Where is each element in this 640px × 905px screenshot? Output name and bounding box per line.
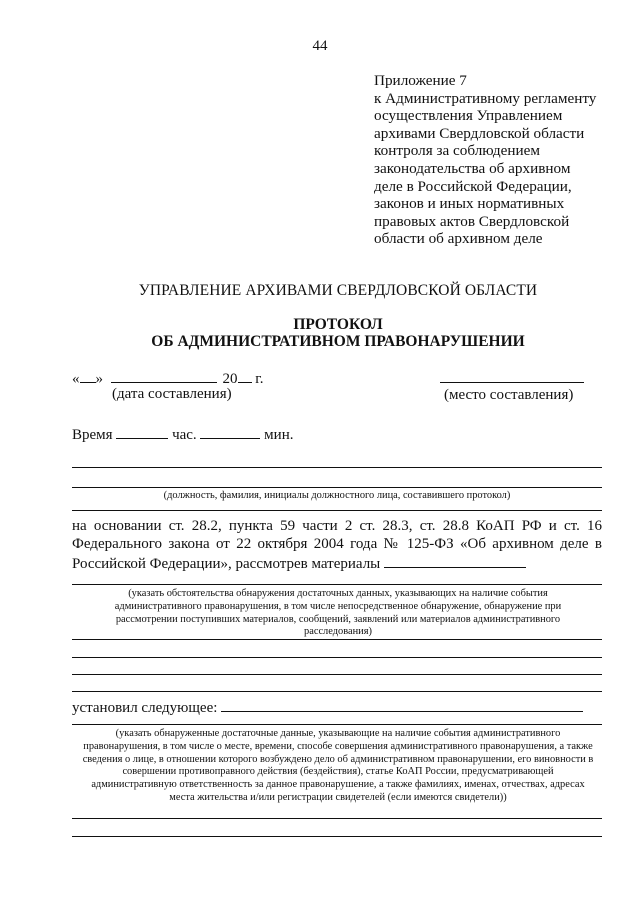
official-line-1[interactable]: [72, 467, 602, 468]
minutes-label: мин.: [264, 427, 294, 443]
hours-blank[interactable]: [116, 424, 168, 439]
appendix-line: законодательства об архивном: [374, 159, 571, 177]
circumstances-line-2[interactable]: [72, 639, 602, 640]
official-line-2[interactable]: [72, 487, 602, 488]
appendix-line: Приложение 7: [374, 72, 467, 89]
date-caption: (дата составления): [112, 386, 232, 402]
year-suffix: г.: [255, 371, 264, 387]
hours-label: час.: [172, 427, 197, 443]
minutes-blank[interactable]: [200, 424, 260, 439]
official-caption: (должность, фамилия, инициалы должностного лица, составившего протокол): [163, 490, 511, 501]
year-prefix: 20: [222, 371, 238, 387]
basis-paragraph: [72, 517, 602, 573]
established-blank[interactable]: [221, 697, 583, 712]
official-line-3[interactable]: [72, 510, 602, 511]
organization-name: УПРАВЛЕНИЕ АРХИВАМИ СВЕРДЛОВСКОЙ ОБЛАСТИ: [138, 282, 538, 299]
circumstances-line-5[interactable]: [72, 691, 602, 692]
established-label: установил следующее:: [72, 700, 218, 716]
document-title: ПРОТОКОЛ: [293, 316, 383, 333]
time-line: [72, 424, 293, 444]
appendix-line: архивами Свердловской области: [374, 124, 585, 142]
appendix-line: законов и иных нормативных: [374, 195, 565, 213]
basis-text: на основании ст. 28.2, пункта 59 части 2 ст. 28.3, ст. 28.8 КоАП РФ и ст. 16 Федерального закона от 22 октября 2004 года № 125-ФЗ «Об архивном деле в Российской Федерации», рассмотрев материалы: [72, 518, 602, 572]
facts-line-1[interactable]: [72, 724, 602, 725]
appendix-block: [374, 72, 624, 248]
time-label: Время: [72, 427, 113, 443]
appendix-line: к Административному регламенту: [374, 89, 597, 107]
circumstances-line-3[interactable]: [72, 657, 602, 658]
appendix-line: правовых актов Свердловской: [374, 212, 570, 230]
close-quote: »: [95, 371, 103, 387]
appendix-line: осуществления Управлением: [374, 107, 563, 125]
established-line: [72, 697, 583, 717]
circumstances-caption: (указать обстоятельства обнаружения достаточных данных, указывающих на наличие события административного правонарушения, в том числе непосредственное обнаружение, обнаружение при рассмотрении поступивших материалов, сообщений, заявлений или материалов административного расследования): [114, 588, 562, 638]
date-line: [72, 368, 263, 388]
appendix-line: контроля за соблюдением: [374, 142, 540, 160]
open-quote: «: [72, 371, 80, 387]
circumstances-line-4[interactable]: [72, 674, 602, 675]
year-blank[interactable]: [238, 368, 252, 383]
facts-line-2[interactable]: [72, 818, 602, 819]
circumstances-line-1[interactable]: [72, 584, 602, 585]
materials-blank[interactable]: [384, 553, 526, 568]
place-blank[interactable]: [440, 382, 584, 383]
place-caption: (место составления): [444, 387, 574, 403]
page-number: 44: [312, 38, 328, 54]
facts-line-3[interactable]: [72, 836, 602, 837]
day-blank[interactable]: [80, 368, 96, 383]
appendix-line: деле в Российской Федерации,: [374, 177, 572, 195]
facts-caption: (указать обнаруженные достаточные данные, указывающие на наличие события административного правонарушения, в том числе о месте, времени, способе совершения административного правонарушения, а также сведения о лице, в отношении которого возбуждено дело об административном правонарушении, его виновности в совершении противоправного действия (бездействия), статье КоАП России, предусматривающей административную ответственность за данное правонарушение, а также фамилиях, именах, отчествах, адресах места жительства и/или регистрации свидетелей (если имеются свидетели)): [82, 728, 594, 803]
document-subtitle: ОБ АДМИНИСТРАТИВНОМ ПРАВОНАРУШЕНИИ: [151, 333, 525, 350]
appendix-line: области об архивном деле: [374, 230, 543, 248]
month-blank[interactable]: [111, 368, 217, 383]
